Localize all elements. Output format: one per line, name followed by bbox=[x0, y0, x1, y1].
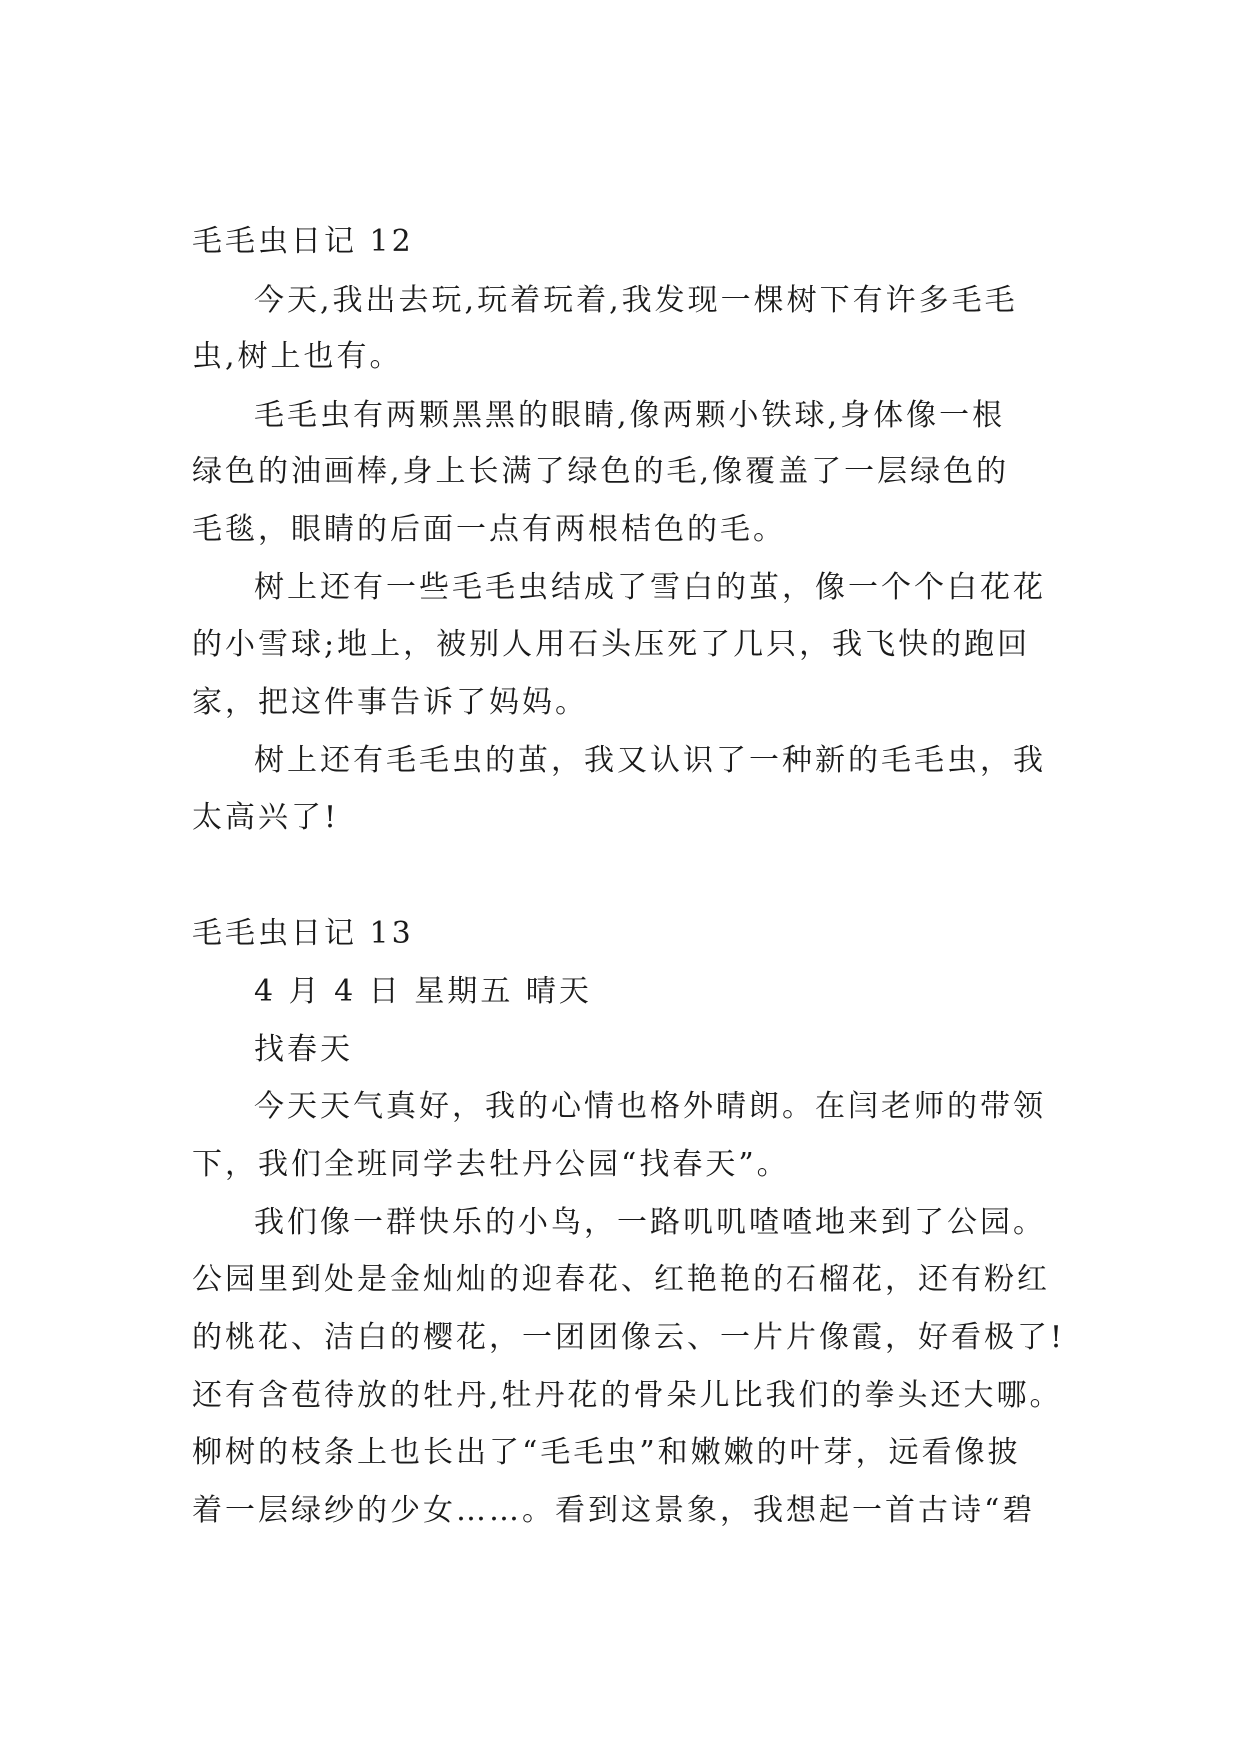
paragraph-line: 着一层绿纱的少女……。看到这景象，我想起一首古诗“碧 bbox=[192, 1493, 1036, 1528]
paragraph-line: 毛毛虫有两颗黑黑的眼睛,像两颗小铁球,身体像一根 bbox=[254, 398, 1006, 433]
paragraph-line: 虫,树上也有。 bbox=[192, 339, 403, 374]
paragraph-line: 家，把这件事告诉了妈妈。 bbox=[192, 685, 588, 720]
paragraph-line: 我们像一群快乐的小鸟，一路叽叽喳喳地来到了公园。 bbox=[254, 1205, 1046, 1240]
paragraph-line: 今天天气真好，我的心情也格外晴朗。在闫老师的带领 bbox=[254, 1089, 1046, 1124]
paragraph-line: 公园里到处是金灿灿的迎春花、红艳艳的石榴花，还有粉红 bbox=[192, 1262, 1050, 1297]
subtitle-line: 找春天 bbox=[254, 1032, 353, 1067]
date-line: 4 月 4 日 星期五 晴天 bbox=[254, 974, 592, 1009]
paragraph-line: 今天,我出去玩,玩着玩着,我发现一棵树下有许多毛毛 bbox=[254, 283, 1018, 318]
paragraph-line: 树上还有毛毛虫的茧，我又认识了一种新的毛毛虫，我 bbox=[254, 743, 1046, 778]
paragraph-line: 毛毯，眼睛的后面一点有两根桔色的毛。 bbox=[192, 512, 786, 547]
paragraph-line: 的桃花、洁白的樱花，一团团像云、一片片像霞，好看极了! bbox=[192, 1320, 1066, 1355]
section-title: 毛毛虫日记 13 bbox=[192, 916, 414, 951]
paragraph-line: 的小雪球;地上，被别人用石头压死了几只，我飞快的跑回 bbox=[192, 627, 1031, 662]
paragraph-line: 树上还有一些毛毛虫结成了雪白的茧，像一个个白花花 bbox=[254, 570, 1046, 605]
paragraph-line: 太高兴了! bbox=[192, 800, 340, 835]
paragraph-line: 绿色的油画棒,身上长满了绿色的毛,像覆盖了一层绿色的 bbox=[192, 454, 1010, 489]
paragraph-line: 下，我们全班同学去牡丹公园“找春天”。 bbox=[192, 1147, 790, 1182]
paragraph-line: 柳树的枝条上也长出了“毛毛虫”和嫩嫩的叶芽，远看像披 bbox=[192, 1435, 1021, 1470]
section-title: 毛毛虫日记 12 bbox=[192, 224, 414, 259]
paragraph-line: 还有含苞待放的牡丹,牡丹花的骨朵儿比我们的拳头还大哪。 bbox=[192, 1378, 1063, 1413]
